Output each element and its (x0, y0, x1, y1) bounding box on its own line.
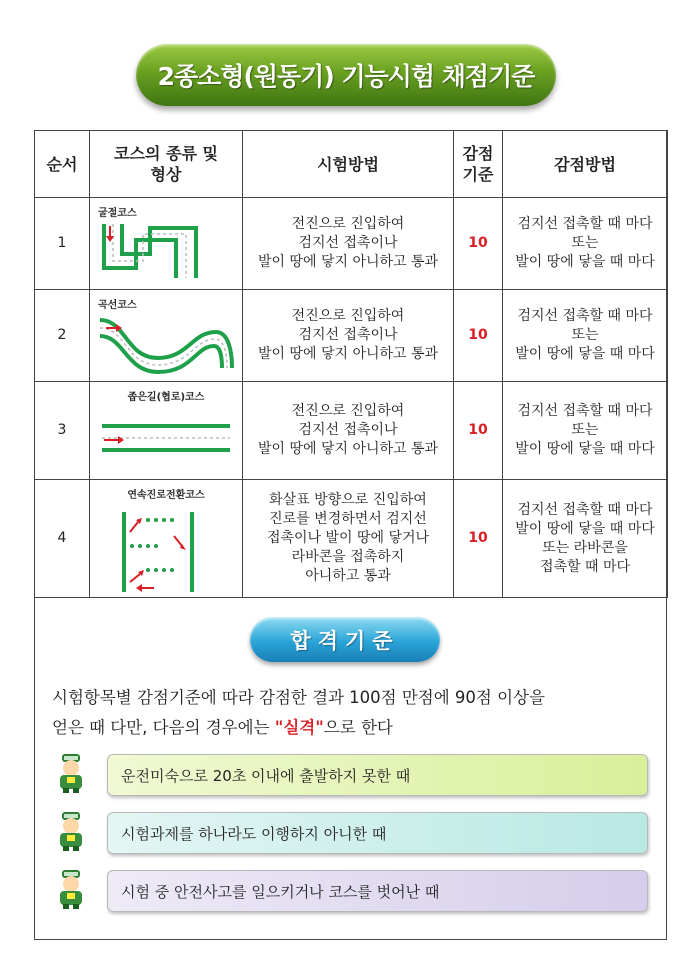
scoring-table (34, 130, 668, 598)
deduct-method-cell: 검지선 접촉할 때 마다 또는 발이 땅에 닿을 때 마다 (503, 382, 668, 480)
table-row (35, 198, 668, 290)
deduct-method-cell: 검지선 접촉할 때 마다 발이 땅에 닿을 때 마다 또는 라바콘을 접촉할 때 마다 (503, 480, 668, 598)
lane-change-course-icon (96, 502, 236, 594)
deduct-value: 10 (454, 480, 503, 598)
method-cell: 화살표 방향으로 진입하여 진로를 변경하면서 검지선 접촉이나 발이 땅에 닿거나 라바콘을 접촉하지 아니하고 통과 (243, 480, 454, 598)
course-name: 굴절코스 (98, 208, 137, 219)
course-name: 좁은길(협로)코스 (127, 392, 205, 403)
deduct-value: 10 (454, 382, 503, 480)
traffic-officer-icon (54, 810, 88, 852)
method-cell: 전진으로 진입하여 검지선 접촉이나 발이 땅에 닿지 아니하고 통과 (243, 198, 454, 290)
table-row (35, 290, 668, 382)
table-row (35, 382, 668, 480)
deduct-value: 10 (454, 198, 503, 290)
row-seq: 3 (35, 382, 90, 480)
deduct-value: 10 (454, 290, 503, 382)
disqualify-condition-1: 운전미숙으로 20초 이내에 출발하지 못한 때 (107, 754, 648, 796)
disqualify-condition-2: 시험과제를 하나라도 이행하지 아니한 때 (107, 812, 648, 854)
narrow-course-icon (96, 404, 236, 468)
pass-criteria-text: 시험항목별 감점기준에 따라 감점한 결과 100점 만점에 90점 이상을 얻은 때 다만, 다음의 경우에는 "실격"으로 한다 (52, 688, 545, 737)
curve-course-icon (96, 310, 236, 374)
traffic-officer-icon (54, 752, 88, 794)
deduct-method-cell: 검지선 접촉할 때 마다 또는 발이 땅에 닿을 때 마다 (503, 290, 668, 382)
row-seq: 1 (35, 198, 90, 290)
course-name: 곡선코스 (98, 300, 137, 311)
row-seq: 2 (35, 290, 90, 382)
table-header-row (35, 131, 668, 198)
course-cell (90, 198, 243, 290)
table-row (35, 480, 668, 598)
header-course: 코스의 종류 및 형상 (90, 131, 243, 198)
header-method: 시험방법 (243, 131, 454, 198)
traffic-officer-icon (54, 868, 88, 910)
header-seq: 순서 (35, 131, 90, 198)
disqualify-condition-3: 시험 중 안전사고를 일으키거나 코스를 벗어난 때 (107, 870, 648, 912)
course-cell (90, 480, 243, 598)
deduct-method-cell: 검지선 접촉할 때 마다 또는 발이 땅에 닿을 때 마다 (503, 198, 668, 290)
disqualify-emphasis: "실격" (274, 718, 324, 737)
method-cell: 전진으로 진입하여 검지선 접촉이나 발이 땅에 닿지 아니하고 통과 (243, 290, 454, 382)
course-name: 연속진로전환코스 (127, 490, 205, 501)
header-deduct: 감점 기준 (454, 131, 503, 198)
course-cell (90, 382, 243, 480)
page-title: 2종소형(원동기) 기능시험 채점기준 (136, 44, 556, 106)
method-cell: 전진으로 진입하여 검지선 접촉이나 발이 땅에 닿지 아니하고 통과 (243, 382, 454, 480)
header-deduct-method: 감점방법 (503, 131, 668, 198)
row-seq: 4 (35, 480, 90, 598)
pass-criteria-heading: 합격기준 (250, 617, 440, 662)
course-cell (90, 290, 243, 382)
bent-course-icon (96, 218, 206, 282)
